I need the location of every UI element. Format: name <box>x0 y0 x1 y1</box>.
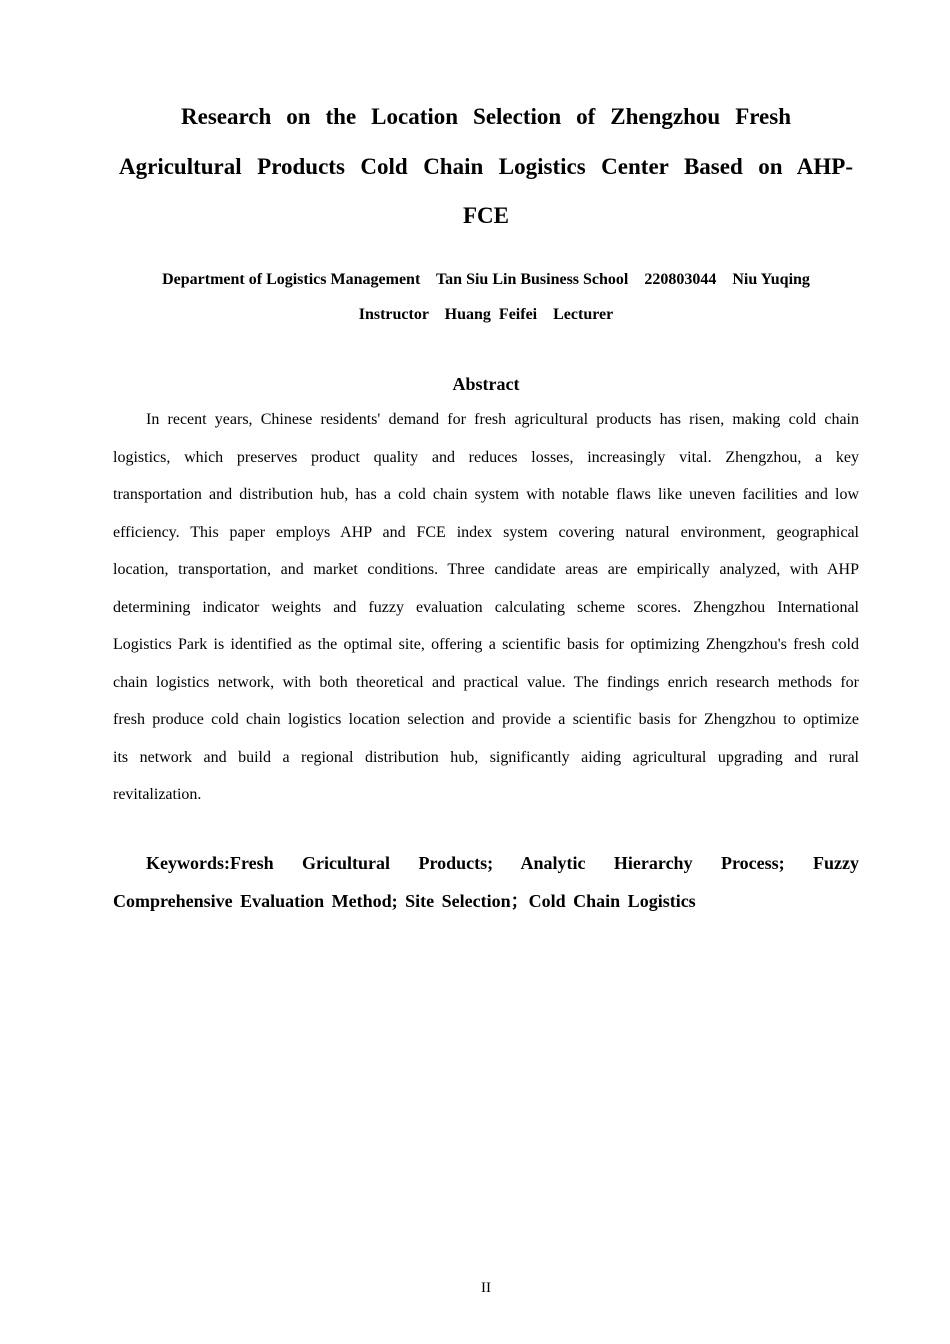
page-number: II <box>481 1280 491 1296</box>
document-page <box>113 0 859 1344</box>
title-line-2: Agricultural Products Cold Chain Logistics Center Based on AHP- <box>119 153 853 179</box>
paper-title <box>113 92 859 241</box>
author-line-1: Department of Logistics Management Tan Siu Lin Business School 220803044 Niu Yuqing <box>162 271 810 288</box>
title-line-3: FCE <box>463 203 509 228</box>
abstract-heading: Abstract <box>452 374 520 394</box>
title-line-1: Research on the Location Selection of Zhengzhou Fresh <box>181 104 791 129</box>
author-line-2: Instructor Huang Feifei Lecturer <box>358 306 614 323</box>
keywords: Keywords:Fresh Gricultural Products; Analytic Hierarchy Process; Fuzzy Comprehensive Evaluation Method; Site Selection；Cold Chain Logistics <box>113 853 859 911</box>
abstract-body: In recent years, Chinese residents' demand for fresh agricultural products has risen, making cold chain logistics, which preserves product quality and reduces losses, increasingly vital. Zhengzhou, a key transportation and distribution hub, has a cold chain system with notable flaws like uneven facilities and low efficiency. This paper employs AHP and FCE index system covering natural environment, geographical location, transportation, and market conditions. Three candidate areas are empirically analyzed, with AHP determining indicator weights and fuzzy evaluation calculating scheme scores. Zhengzhou International Logistics Park is identified as the optimal site, offering a scientific basis for optimizing Zhengzhou's fresh cold chain logistics network, with both theoretical and practical value. The findings enrich research methods for fresh produce cold chain logistics location selection and provide a scientific basis for Zhengzhou to optimize its network and build a regional distribution hub, significantly aiding agricultural upgrading and rural revitalization. <box>113 411 859 803</box>
author-info <box>113 262 859 332</box>
